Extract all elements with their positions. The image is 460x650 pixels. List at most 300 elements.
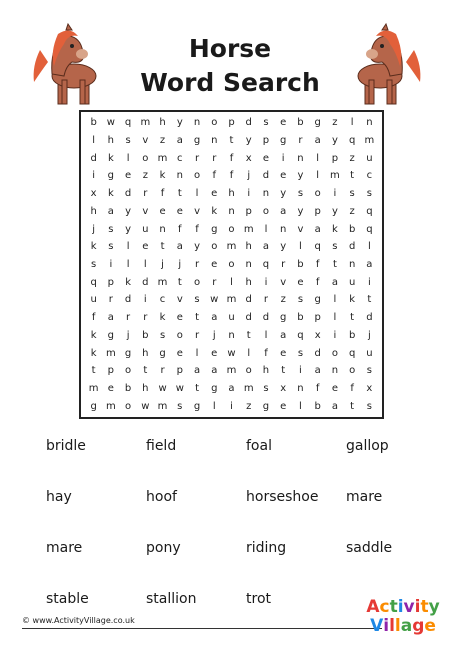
grid-letter: p [262, 135, 270, 147]
grid-letter: r [143, 312, 148, 324]
grid-letter: e [142, 241, 149, 253]
grid-letter: a [331, 276, 338, 288]
grid-letter: m [157, 152, 168, 164]
grid-letter: a [211, 365, 218, 377]
grid-letter: t [229, 135, 234, 147]
logo-line-2 [362, 617, 444, 636]
grid-letter: t [177, 276, 182, 288]
grid-letter: s [349, 188, 355, 200]
grid-letter: j [161, 258, 164, 270]
grid-letter: y [331, 135, 338, 147]
grid-letter: n [211, 135, 218, 147]
grid-letter: r [160, 365, 165, 377]
grid-letter: m [157, 400, 168, 412]
grid-letter: s [332, 241, 338, 253]
grid-letter: h [228, 188, 235, 200]
word-list-item: foal [246, 438, 272, 454]
word-list-item: stallion [146, 591, 197, 607]
copyright-text: © www.ActivityVillage.co.uk [22, 616, 138, 625]
footer-divider [22, 628, 382, 629]
grid-letter: m [157, 276, 168, 288]
grid-letter: s [297, 188, 304, 200]
logo-letter: e [424, 616, 436, 636]
grid-letter: a [176, 135, 183, 147]
word-list-item: mare [46, 540, 83, 556]
grid-letter: p [314, 312, 321, 324]
logo-letter: i [383, 616, 390, 636]
grid-letter: b [142, 329, 149, 341]
grid-letter: a [280, 329, 287, 341]
grid-letter: m [243, 223, 254, 235]
grid-letter: l [316, 170, 320, 182]
grid-letter: e [280, 400, 287, 412]
grid-letter: p [331, 152, 339, 164]
grid-letter: f [160, 188, 165, 200]
logo-letter: A [366, 597, 380, 617]
grid-letter: z [159, 135, 166, 147]
grid-letter: m [105, 400, 116, 412]
grid-letter: g [193, 400, 201, 412]
grid-letter: q [90, 276, 97, 288]
grid-letter: n [348, 258, 356, 270]
grid-letter: v [194, 205, 200, 217]
grid-letter: i [264, 276, 268, 288]
grid-letter: h [142, 347, 149, 359]
grid-letter: k [90, 347, 97, 359]
grid-letter: g [314, 294, 321, 306]
grid-letter: i [367, 276, 371, 288]
grid-letter: e [280, 170, 287, 182]
grid-letter: q [124, 117, 132, 129]
grid-letter: m [105, 347, 116, 359]
grid-letter: g [314, 117, 321, 129]
grid-letter: o [193, 170, 201, 182]
grid-letter: x [314, 329, 321, 341]
grid-letter: a [193, 365, 201, 377]
grid-letter: d [90, 152, 97, 164]
grid-letter: n [228, 329, 235, 341]
grid-letter: t [367, 294, 372, 306]
horse-illustration-right [342, 22, 432, 112]
logo-letter: g [412, 616, 425, 636]
grid-letter: k [349, 294, 356, 306]
grid-letter: e [331, 382, 338, 394]
grid-letter: b [348, 329, 356, 341]
grid-letter: f [229, 152, 234, 164]
grid-letter: e [176, 347, 183, 359]
grid-letter: g [280, 312, 287, 324]
grid-letter: o [193, 276, 201, 288]
grid-letter: s [263, 117, 269, 129]
grid-letter: k [107, 152, 114, 164]
grid-letter: u [90, 294, 97, 306]
grid-letter: x [280, 382, 287, 394]
logo-line-1 [362, 598, 444, 617]
word-list-item: hay [46, 489, 72, 505]
grid-letter: o [228, 223, 235, 235]
grid-letter: s [159, 329, 166, 341]
grid-letter: n [159, 223, 166, 235]
grid-letter: n [193, 117, 201, 129]
grid-letter: j [92, 223, 95, 235]
grid-letter: l [247, 347, 251, 359]
grid-letter: d [245, 312, 252, 324]
grid-letter: s [366, 365, 372, 377]
grid-letter: d [262, 170, 270, 182]
grid-letter: l [316, 152, 320, 164]
grid-letter: r [126, 312, 131, 324]
grid-letter: j [247, 170, 251, 182]
grid-letter: c [177, 152, 183, 164]
grid-letter: h [245, 241, 252, 253]
grid-letter: i [281, 152, 285, 164]
grid-letter: t [195, 312, 199, 324]
grid-letter: y [125, 205, 132, 217]
grid-letter: o [176, 329, 183, 341]
grid-letter: e [211, 258, 218, 270]
grid-letter: l [264, 329, 268, 341]
grid-letter: p [228, 117, 235, 129]
grid-letter: b [297, 117, 304, 129]
grid-letter: l [92, 135, 95, 147]
grid-letter: f [264, 347, 268, 359]
grid-letter: s [177, 400, 183, 412]
grid-letter: h [90, 205, 97, 217]
grid-letter: p [107, 365, 115, 377]
grid-letter: m [226, 294, 237, 306]
grid-letter: s [91, 258, 97, 270]
grid-letter: z [349, 205, 355, 217]
grid-letter: n [297, 152, 304, 164]
grid-letter: w [158, 382, 167, 394]
grid-letter: v [280, 276, 287, 288]
grid-letter: a [280, 205, 287, 217]
grid-letter: y [245, 135, 252, 147]
grid-letter: m [140, 117, 151, 129]
grid-letter: c [366, 170, 373, 182]
grid-letter: k [211, 205, 218, 217]
grid-letter: a [366, 258, 373, 270]
grid-letter: u [228, 312, 235, 324]
grid-letter: d [366, 312, 373, 324]
grid-letter: o [314, 188, 321, 200]
grid-letter: m [330, 170, 340, 182]
grid-letter: r [194, 258, 200, 270]
grid-letter: r [143, 188, 148, 200]
grid-letter: s [366, 400, 372, 412]
grid-letter: k [90, 241, 97, 253]
logo-letter: t [389, 597, 398, 617]
grid-letter: h [262, 365, 270, 377]
grid-letter: u [142, 223, 149, 235]
grid-letter: p [245, 205, 252, 217]
grid-letter: i [333, 188, 337, 200]
word-list-item: saddle [346, 540, 393, 556]
grid-letter: j [212, 329, 216, 341]
grid-letter: t [350, 312, 355, 324]
grid-letter: y [176, 117, 183, 129]
grid-letter: e [176, 312, 183, 324]
grid-letter: u [366, 347, 373, 359]
grid-letter: s [108, 241, 114, 253]
grid-letter: f [315, 382, 320, 394]
grid-letter: o [125, 365, 132, 377]
grid-letter: o [245, 365, 252, 377]
grid-letter: a [331, 400, 338, 412]
grid-letter: g [280, 135, 287, 147]
grid-letter: t [350, 170, 355, 182]
word-list-item: horseshoe [246, 489, 319, 505]
grid-letter: s [263, 382, 269, 394]
horse-illustration-left [22, 22, 112, 112]
grid-letter: d [245, 294, 252, 306]
grid-letter: o [211, 241, 218, 253]
grid-letter: m [88, 382, 99, 394]
grid-letter: d [314, 347, 321, 359]
grid-letter: r [298, 135, 303, 147]
grid-letter: i [299, 365, 302, 377]
grid-letter: t [143, 365, 148, 377]
grid-letter: o [228, 258, 235, 270]
grid-letter: i [109, 258, 113, 270]
grid-letter: u [348, 276, 356, 288]
grid-letter: g [107, 170, 115, 182]
grid-letter: m [226, 365, 237, 377]
grid-letter: k [90, 329, 97, 341]
grid-letter: x [90, 188, 97, 200]
grid-letter: e [262, 152, 270, 164]
grid-letter: s [297, 347, 304, 359]
grid-letter: s [108, 223, 114, 235]
grid-letter: h [159, 117, 166, 129]
grid-letter: n [245, 258, 252, 270]
activity-village-logo [362, 598, 444, 636]
grid-letter: b [90, 117, 97, 129]
grid-letter: r [212, 152, 217, 164]
grid-letter: t [195, 382, 199, 394]
grid-letter: f [195, 223, 199, 235]
grid-letter: l [212, 400, 216, 412]
logo-letter: a [400, 616, 413, 636]
logo-letter: t [420, 597, 429, 617]
grid-letter: x [245, 152, 252, 164]
grid-letter: m [364, 135, 375, 147]
logo-letter: v [403, 597, 415, 617]
grid-letter: o [211, 117, 218, 129]
grid-letter: u [366, 152, 373, 164]
grid-letter: s [194, 294, 200, 306]
logo-letter: c [379, 597, 390, 617]
grid-letter: v [142, 135, 149, 147]
grid-letter: h [245, 276, 252, 288]
grid-letter: p [314, 205, 321, 217]
grid-letter: f [229, 170, 234, 182]
grid-letter: k [159, 170, 166, 182]
grid-letter: l [195, 188, 199, 200]
grid-letter: v [176, 294, 183, 306]
grid-letter: r [108, 294, 113, 306]
grid-letter: w [141, 400, 150, 412]
grid-letter: q [348, 135, 356, 147]
grid-letter: o [142, 152, 149, 164]
grid-letter: o [125, 400, 132, 412]
grid-letter: c [159, 294, 166, 306]
grid-letter: f [350, 382, 354, 394]
grid-letter: j [178, 258, 182, 270]
grid-letter: n [176, 170, 183, 182]
grid-letter: k [107, 188, 114, 200]
grid-letter: o [262, 205, 270, 217]
grid-letter: f [315, 258, 320, 270]
grid-letter: f [91, 312, 96, 324]
grid-letter: r [281, 258, 286, 270]
grid-letter: t [350, 400, 355, 412]
grid-letter: p [107, 276, 115, 288]
word-list-item: pony [146, 540, 181, 556]
grid-letter: h [142, 382, 149, 394]
grid-letter: z [280, 294, 286, 306]
grid-letter: l [230, 276, 233, 288]
grid-letter: y [125, 223, 132, 235]
grid-letter: a [107, 205, 114, 217]
grid-letter: q [314, 241, 321, 253]
grid-letter: a [228, 382, 235, 394]
grid-letter: k [159, 312, 166, 324]
grid-letter: o [349, 365, 356, 377]
grid-letter: q [348, 347, 356, 359]
grid-letter: l [350, 117, 354, 129]
grid-letter: i [247, 188, 251, 200]
grid-letter: t [177, 188, 182, 200]
grid-letter: n [297, 382, 304, 394]
grid-letter: n [228, 205, 235, 217]
grid-letter: n [280, 223, 287, 235]
grid-letter: y [280, 188, 287, 200]
grid-letter: q [262, 258, 270, 270]
grid-letter: e [211, 188, 218, 200]
grid-letter: z [332, 117, 338, 129]
grid-letter: i [230, 400, 233, 412]
grid-letter: l [195, 347, 199, 359]
grid-letter: j [126, 329, 130, 341]
grid-letter: n [262, 188, 270, 200]
logo-letter: l [389, 616, 395, 636]
grid-letter: t [91, 365, 96, 377]
logo-letter: l [394, 616, 401, 636]
grid-letter: g [211, 382, 218, 394]
grid-letter: b [297, 258, 304, 270]
grid-letter: g [211, 223, 218, 235]
grid-letter: d [245, 117, 252, 129]
grid-letter: q [366, 205, 373, 217]
grid-letter: a [314, 365, 321, 377]
grid-letter: r [212, 276, 217, 288]
grid-letter: e [176, 205, 183, 217]
grid-letter: v [142, 205, 149, 217]
grid-letter: a [176, 241, 183, 253]
grid-letter: b [124, 382, 132, 394]
grid-letter: s [125, 135, 131, 147]
grid-letter: y [297, 205, 304, 217]
grid-letter: l [299, 400, 302, 412]
grid-letter: b [314, 400, 321, 412]
grid-letter: m [226, 241, 237, 253]
grid-letter: t [246, 329, 251, 341]
grid-letter: r [194, 152, 200, 164]
grid-letter: j [367, 329, 371, 341]
grid-letter: y [280, 241, 287, 253]
grid-letter: g [90, 400, 97, 412]
grid-letter: g [159, 347, 166, 359]
grid-letter: g [124, 347, 132, 359]
grid-letter: z [246, 400, 252, 412]
grid-letter: r [194, 329, 200, 341]
grid-letter: p [176, 365, 183, 377]
grid-letter: a [211, 312, 218, 324]
grid-letter: s [297, 294, 304, 306]
grid-letter: l [299, 241, 302, 253]
grid-letter: t [281, 365, 286, 377]
grid-letter: l [333, 312, 337, 324]
grid-letter: e [211, 347, 218, 359]
grid-letter: e [107, 382, 114, 394]
grid-letter: e [125, 170, 132, 182]
word-list-item: mare [346, 489, 383, 505]
grid-letter: l [126, 258, 130, 270]
grid-letter: m [243, 382, 254, 394]
grid-letter: t [332, 258, 337, 270]
grid-letter: a [107, 312, 114, 324]
grid-letter: e [280, 117, 287, 129]
grid-letter: l [126, 152, 130, 164]
grid-letter: g [262, 400, 270, 412]
grid-letter: d [142, 276, 149, 288]
logo-letter: i [414, 597, 421, 617]
word-list-item: field [146, 438, 177, 454]
grid-letter: x [366, 382, 373, 394]
grid-letter: w [106, 117, 115, 129]
word-list-item: riding [246, 540, 287, 556]
word-list-item: trot [246, 591, 271, 607]
word-list-item: gallop [346, 438, 389, 454]
grid-letter: e [159, 205, 166, 217]
grid-letter: e [280, 347, 287, 359]
grid-letter: l [333, 294, 337, 306]
logo-letter: y [428, 597, 440, 617]
grid-letter: a [314, 223, 321, 235]
grid-letter: e [297, 276, 304, 288]
grid-letter: g [193, 135, 201, 147]
grid-letter: b [297, 312, 304, 324]
grid-letter: q [366, 223, 373, 235]
grid-letter: d [348, 241, 356, 253]
grid-letter: w [227, 347, 236, 359]
title-line-1: Horse [188, 34, 272, 63]
grid-letter: d [124, 294, 132, 306]
grid-letter: z [349, 152, 355, 164]
grid-letter: n [331, 365, 339, 377]
grid-letter: i [333, 329, 337, 341]
grid-letter: f [178, 223, 182, 235]
logo-letter: i [397, 597, 404, 617]
grid-letter: t [160, 241, 165, 253]
grid-letter: v [297, 223, 304, 235]
grid-letter: l [126, 241, 130, 253]
title-line-2: Word Search [140, 68, 320, 97]
grid-letter: i [92, 170, 95, 182]
grid-letter: k [125, 276, 131, 288]
grid-letter: a [262, 241, 270, 253]
